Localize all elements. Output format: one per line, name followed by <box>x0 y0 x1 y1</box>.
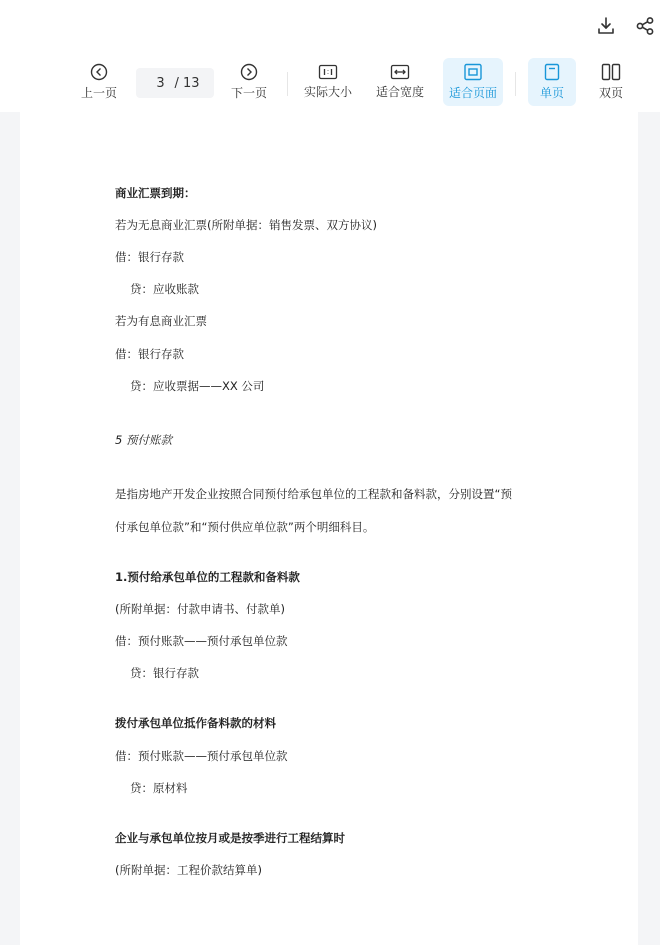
fit-width-label: 适合宽度 <box>375 85 424 99</box>
next-page-button[interactable] <box>226 58 272 106</box>
chevron-right-circle-icon <box>240 63 258 81</box>
prev-page-label: 上一页 <box>80 86 117 100</box>
doc-line: 企业与承包单位按月或是按季进行工程结算时 <box>115 831 345 845</box>
toolbar-divider <box>515 72 516 96</box>
toolbar-divider <box>287 72 288 96</box>
doc-line: 1.预付给承包单位的工程款和备料款 <box>115 570 300 584</box>
actual-size-label: 实际大小 <box>303 85 352 99</box>
fit-page-label: 适合页面 <box>448 86 497 100</box>
fit-page-icon <box>463 63 483 81</box>
viewer-toolbar <box>0 52 660 112</box>
actual-size-button[interactable] <box>300 58 356 106</box>
doc-line: 借：银行存款 <box>115 250 184 264</box>
doc-line: 借：预付账款——预付承包单位款 <box>115 749 288 763</box>
doc-line: 贷：应收账款 <box>130 282 199 296</box>
page-current-input[interactable]: 3 <box>156 75 165 91</box>
doc-line: 借：银行存款 <box>115 347 184 361</box>
page-indicator <box>136 68 214 98</box>
doc-line: 是指房地产开发企业按照合同预付给承包单位的工程款和备料款，分别设置“预 <box>115 487 512 501</box>
doc-line: (所附单据：付款申请书、付款单) <box>115 602 285 616</box>
page-total: / 13 <box>174 75 200 91</box>
doc-line: 商业汇票到期： <box>115 186 196 200</box>
share-icon[interactable] <box>631 12 659 40</box>
doc-heading: 5 预付账款 <box>115 433 172 447</box>
document-page <box>20 112 638 945</box>
doc-line: 若为有息商业汇票 <box>115 314 207 328</box>
download-icon[interactable] <box>592 12 620 40</box>
doc-line: 拨付承包单位抵作备料款的材料 <box>115 716 276 730</box>
double-page-label: 双页 <box>598 86 623 100</box>
single-page-button[interactable] <box>528 58 576 106</box>
fit-width-button[interactable] <box>372 58 428 106</box>
single-page-icon <box>544 63 560 81</box>
next-page-label: 下一页 <box>230 86 267 100</box>
single-page-label: 单页 <box>539 86 564 100</box>
doc-line: 若为无息商业汇票(所附单据：销售发票、双方协议) <box>115 218 377 232</box>
prev-page-button[interactable] <box>76 58 122 106</box>
fit-page-button[interactable] <box>443 58 503 106</box>
doc-line: 贷：银行存款 <box>130 666 199 680</box>
actual-size-icon <box>318 64 338 80</box>
top-bar <box>0 0 660 52</box>
doc-line: 借：预付账款——预付承包单位款 <box>115 634 288 648</box>
fit-width-icon <box>390 64 410 80</box>
doc-line: 付承包单位款”和“预付供应单位款”两个明细科目。 <box>115 520 375 534</box>
doc-line: 贷：应收票据——XX 公司 <box>130 379 265 393</box>
double-page-button[interactable] <box>588 58 634 106</box>
doc-line: 贷：原材料 <box>130 781 188 795</box>
chevron-left-circle-icon <box>90 63 108 81</box>
double-page-icon <box>601 63 621 81</box>
doc-line: (所附单据：工程价款结算单) <box>115 863 262 877</box>
